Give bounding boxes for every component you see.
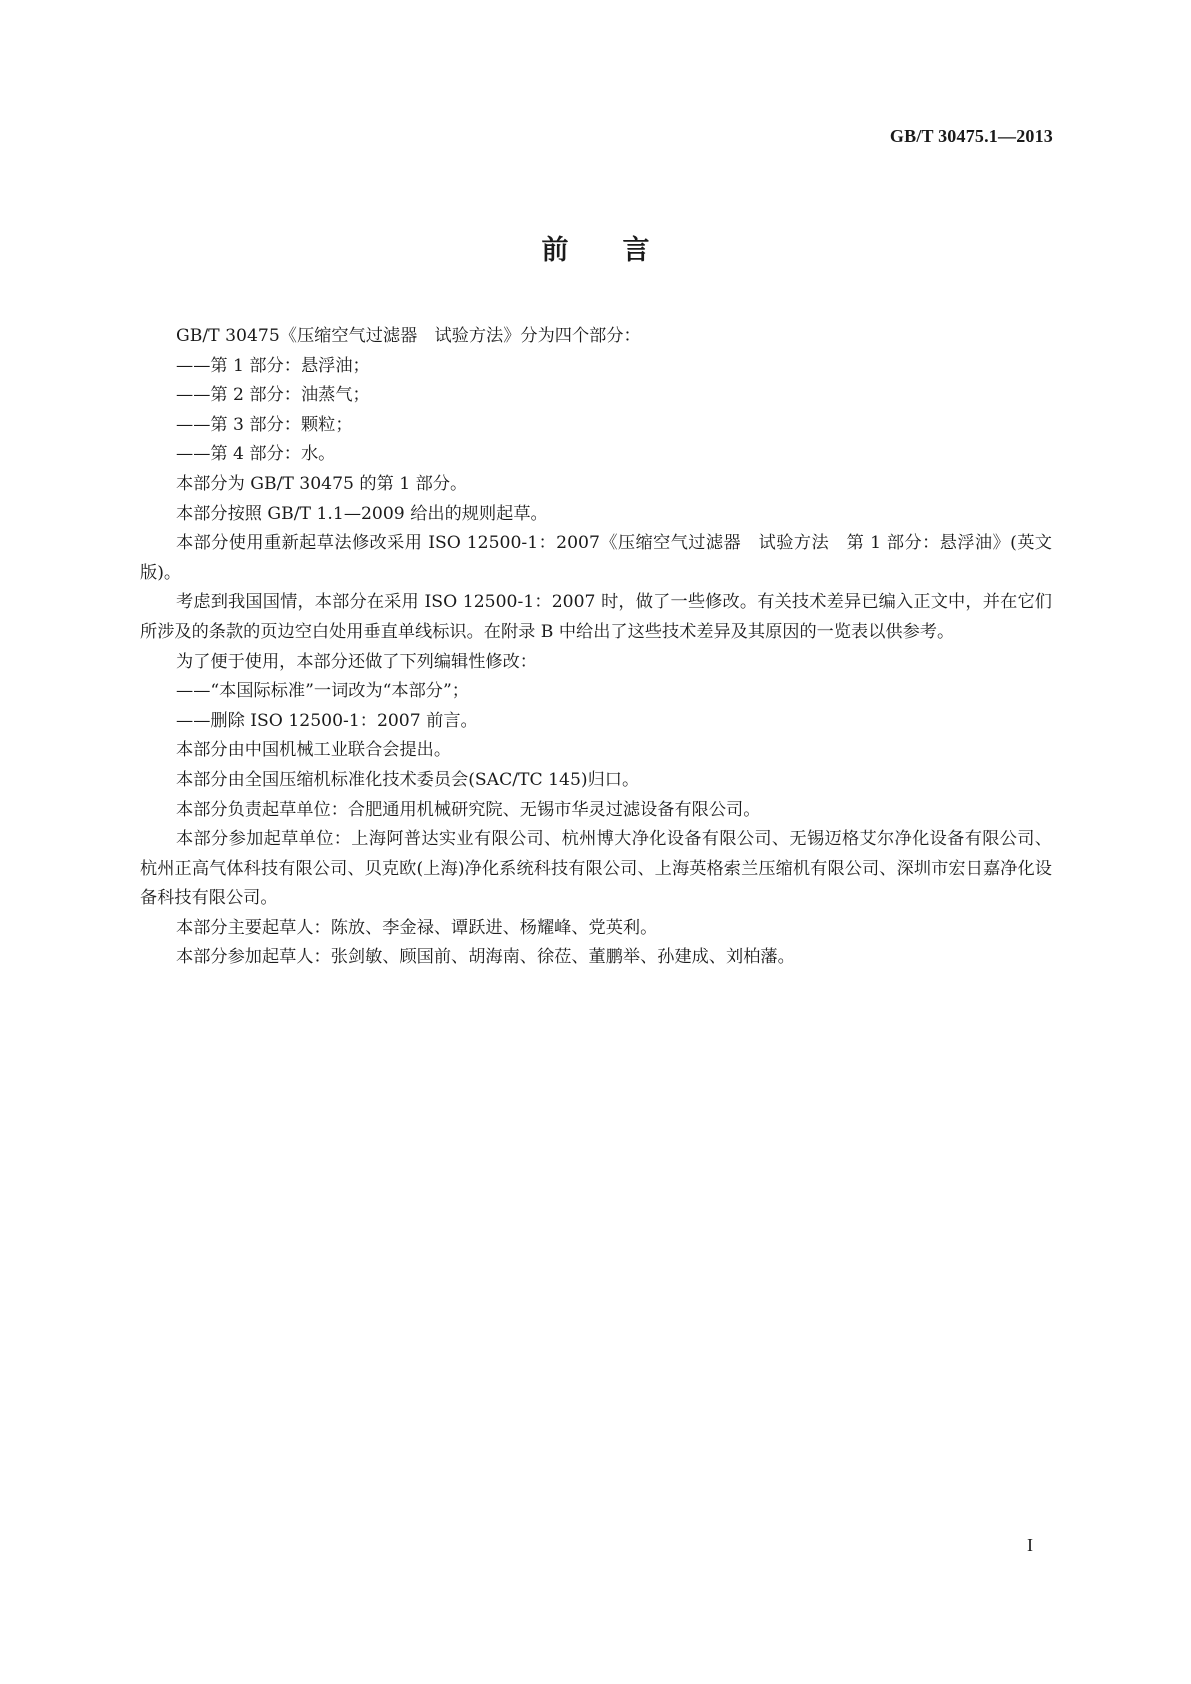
paragraph-participating-persons: 本部分参加起草人：张剑敏、顾国前、胡海南、徐莅、董鹏举、孙建成、刘柏藩。 <box>176 947 795 968</box>
page-number: I <box>1027 1535 1033 1555</box>
paragraph-proposed-by: 本部分由中国机械工业联合会提出。 <box>176 740 452 761</box>
paragraph-drafting-rules: 本部分按照 GB/T 1.1—2009 给出的规则起草。 <box>176 503 548 524</box>
list-item-part-2: ——第 2 部分：油蒸气； <box>176 385 370 406</box>
list-item-editorial-1: ——“本国际标准”一词改为“本部分”； <box>176 681 469 702</box>
paragraph-adoption: 本部分使用重新起草法修改采用 ISO 12500-1：2007《压缩空气过滤器 试验方法 第 1 部分：悬浮油》(英文版)。 <box>140 533 1052 583</box>
paragraph-part-statement: 本部分为 GB/T 30475 的第 1 部分。 <box>176 473 468 494</box>
foreword-body <box>140 322 1052 973</box>
paragraph-parts-intro: GB/T 30475《压缩空气过滤器 试验方法》分为四个部分： <box>176 326 641 346</box>
paragraph-under-jurisdiction: 本部分由全国压缩机标准化技术委员会(SAC/TC 145)归口。 <box>176 769 640 790</box>
list-item-part-1: ——第 1 部分：悬浮油； <box>176 355 370 376</box>
standard-number: GB/T 30475.1—2013 <box>889 126 1053 146</box>
paragraph-editorial-changes: 为了便于使用，本部分还做了下列编辑性修改： <box>176 651 537 672</box>
list-item-part-4: ——第 4 部分：水。 <box>176 444 336 465</box>
paragraph-responsible-drafters: 本部分负责起草单位：合肥通用机械研究院、无锡市华灵过滤设备有限公司。 <box>176 799 761 820</box>
paragraph-main-drafters: 本部分主要起草人：陈放、李金禄、谭跃进、杨耀峰、党英利。 <box>176 917 658 938</box>
page-title: 前言 <box>541 235 704 266</box>
paragraph-participating-drafters: 本部分参加起草单位：上海阿普达实业有限公司、杭州博大净化设备有限公司、无锡迈格艾尔净化设备有限公司、杭州正高气体科技有限公司、贝克欧(上海)净化系统科技有限公司、上海英格索兰压缩机有限公司、深圳市宏日嘉净化设备科技有限公司。 <box>140 829 1052 909</box>
list-item-editorial-2: ——删除 ISO 12500-1：2007 前言。 <box>176 710 478 731</box>
paragraph-technical-differences: 考虑到我国国情，本部分在采用 ISO 12500-1：2007 时，做了一些修改。有关技术差异已编入正文中，并在它们所涉及的条款的页边空白处用垂直单线标识。在附录 B 中给出了这些技术差异及其原因的一览表以供参考。 <box>140 592 1052 642</box>
list-item-part-3: ——第 3 部分：颗粒； <box>176 414 353 435</box>
